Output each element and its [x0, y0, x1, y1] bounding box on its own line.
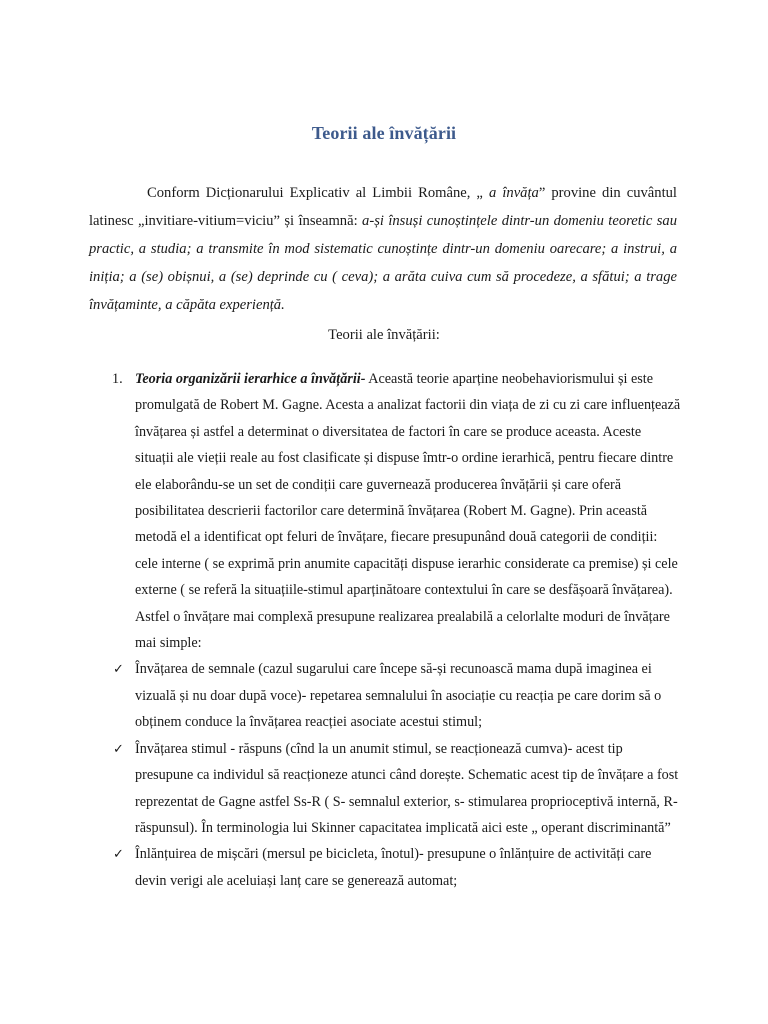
- intro-paragraph: [89, 179, 677, 319]
- checkmark-item-text: Învățarea de semnale (cazul sugarului care începe să-și recunoască mama după imaginea ei vizuală și nu doar după voce)- repetarea semnalului în asociație cu reacția pe care dorim să o obținem conduce la învățarea reacției asociate acestui stimul;: [135, 661, 662, 731]
- intro-italic-term: a învăța: [488, 185, 539, 201]
- checkmark-icon: ✓: [113, 740, 124, 756]
- list-item: [112, 366, 682, 656]
- list-item-heading: Teoria organizării ierarhice a învățării-: [135, 371, 366, 387]
- intro-text-1: Conform Dicționarului Explicativ al Limbii Române, „: [147, 185, 489, 201]
- list-item-text: Această teorie aparține neobehaviorismului și este promulgată de Robert M. Gagne. Acesta a analizat factorii din viața de zi cu zi care influențează învățarea și astfel a determinat o diversitatea de factori în care se produce aceasta. Aceste situații ale vieții reale au fost clasificate și dispuse îmtr-o ordine ierarhică, pentru fiecare dintre ele elaborându-se un set de condiții care guvernează producerea învățării și care oferă posibilitatea descrierii factorilor care determină învățarea (Robert M. Gagne). Prin această metodă el a identificat opt feluri de învățare, fiecare presupunând două categorii de condiții: cele interne ( se exprimă prin anumite capacități dispuse ierarhic considerate ca premise) și cele externe ( se referă la situațiile-stimul aparținătoare contextului în care se desfășoară învățarea). Astfel o învățare mai complexă presupune realizarea prealabilă a celorlalte moduri de învățare mai simple:: [135, 371, 681, 652]
- checkmark-list: [112, 656, 682, 894]
- checkmark-item-text: Învățarea stimul - răspuns (cînd la un anumit stimul, se reacționează cumva)- acest tip presupune ca individul să reacționeze atunci când dorește. Schematic acest tip de învățare a fost reprezentat de Gagne astfel Ss-R ( S- semnalul exterior, s- stimularea proprioceptivă internă, R- răspunsul). În terminologia lui Skinner capacitatea implicată aici este „ operant discriminantă”: [135, 740, 679, 836]
- checkmark-icon: ✓: [113, 846, 124, 862]
- checkmark-list-item: [112, 656, 682, 735]
- checkmark-list-item: [112, 736, 682, 842]
- checkmark-icon: ✓: [113, 661, 124, 677]
- document-title: Teorii ale învățării: [311, 123, 457, 143]
- section-subheading: Teorii ale învățării:: [328, 327, 440, 343]
- intro-italic-definition: a-și însuși cunoștințele dintr-un domeniu teoretic sau practic, a studia; a transmite în mod sistematic cunoștințe dintr-un domeniu oarecare; a instrui, a iniția; a (se) obișnui, a (se) deprinde cu ( ceva); a arăta cuiva cum să procedeze, a sfătui; a trage învățaminte, a căpăta experiență.: [89, 213, 677, 313]
- list-item-number: 1.: [112, 371, 123, 387]
- intro-text-2: ” provine din cuvântul latinesc „invitiare-vitium=viciu” și înseamnă:: [89, 185, 677, 229]
- checkmark-item-text: Înlănțuirea de mișcări (mersul pe bicicleta, înotul)- presupune o înlănțuire de activități care devin verigi ale aceluiași lanț care se generează automat;: [135, 846, 652, 889]
- checkmark-list-item: [112, 841, 682, 894]
- numbered-list: [112, 366, 682, 894]
